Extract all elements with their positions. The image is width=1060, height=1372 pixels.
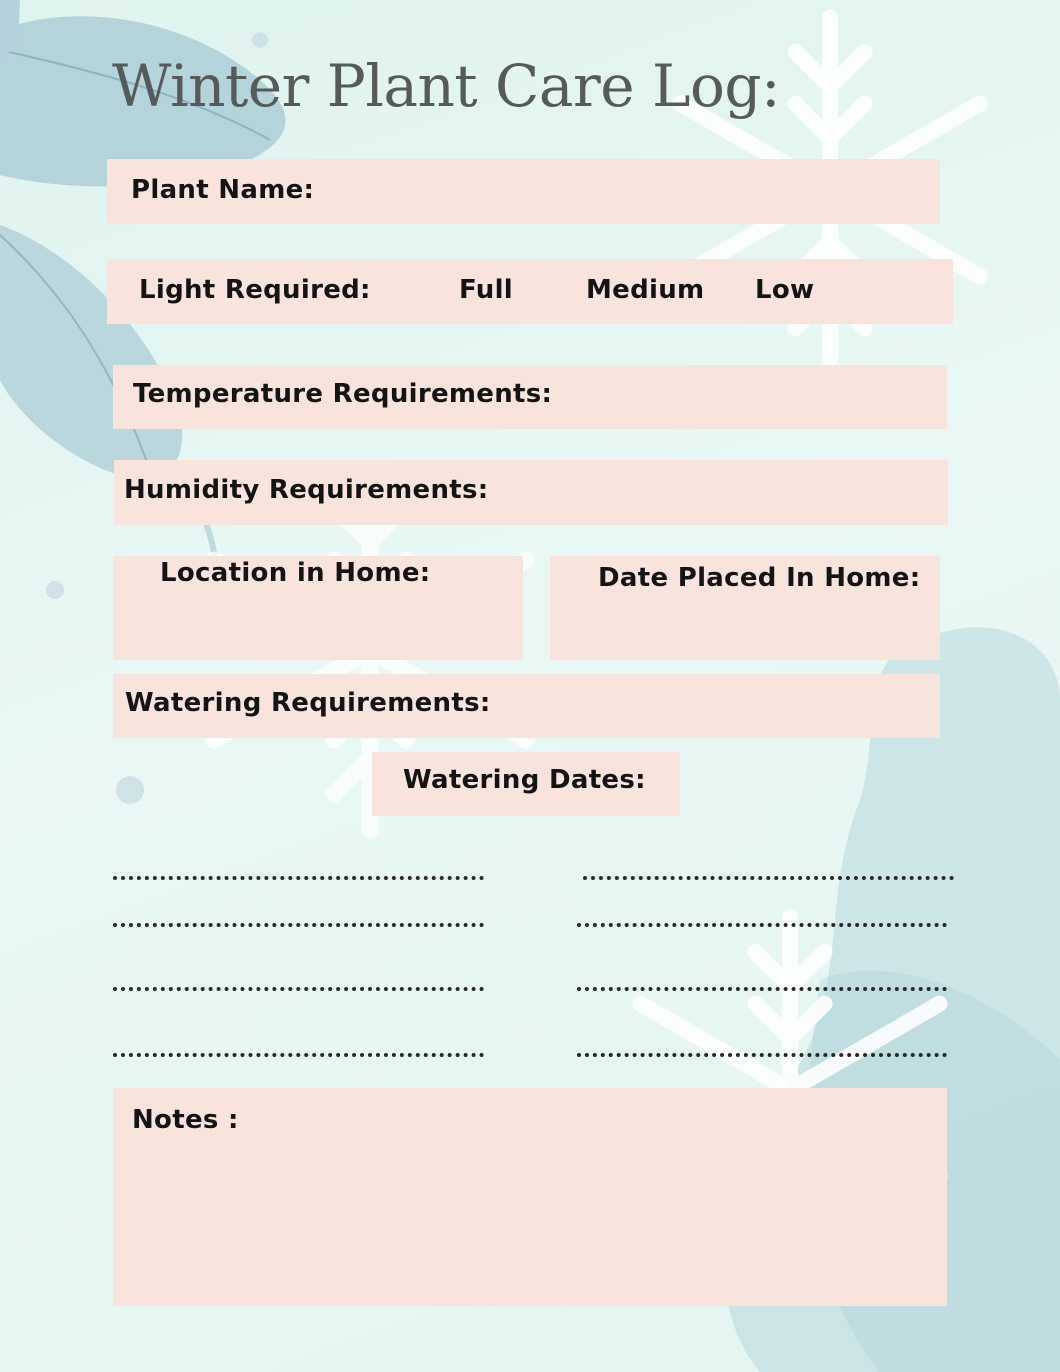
location-field[interactable] (113, 556, 523, 660)
watering-dates-header (372, 752, 680, 816)
light-option-full[interactable]: Full (459, 275, 513, 305)
plant-name-label: Plant Name: (131, 175, 315, 205)
watering-dates-label: Watering Dates: (403, 765, 646, 795)
watering-date-line[interactable] (577, 923, 947, 927)
humidity-field[interactable] (114, 460, 948, 525)
watering-requirements-field[interactable] (113, 674, 940, 738)
watering-date-line[interactable] (113, 876, 484, 880)
location-label: Location in Home: (160, 558, 431, 588)
watering-date-line[interactable] (113, 923, 484, 927)
notes-field[interactable] (113, 1088, 947, 1306)
light-option-medium[interactable]: Medium (586, 275, 705, 305)
watering-date-line[interactable] (577, 987, 947, 991)
light-option-low[interactable]: Low (755, 275, 815, 305)
temperature-label: Temperature Requirements: (133, 379, 553, 409)
watering-requirements-label: Watering Requirements: (125, 688, 491, 718)
light-required-label: Light Required: (139, 275, 371, 305)
watering-date-line[interactable] (583, 876, 954, 880)
light-required-field (107, 259, 953, 324)
watering-date-line[interactable] (113, 1053, 484, 1057)
humidity-label: Humidity Requirements: (124, 475, 489, 505)
plant-name-field[interactable] (107, 159, 940, 224)
temperature-field[interactable] (113, 365, 947, 429)
watering-date-line[interactable] (113, 987, 484, 991)
notes-label: Notes : (132, 1105, 239, 1135)
page-title: Winter Plant Care Log: (112, 52, 781, 120)
date-placed-label: Date Placed In Home: (598, 563, 921, 593)
date-placed-field[interactable] (550, 556, 940, 660)
watering-date-line[interactable] (577, 1053, 947, 1057)
